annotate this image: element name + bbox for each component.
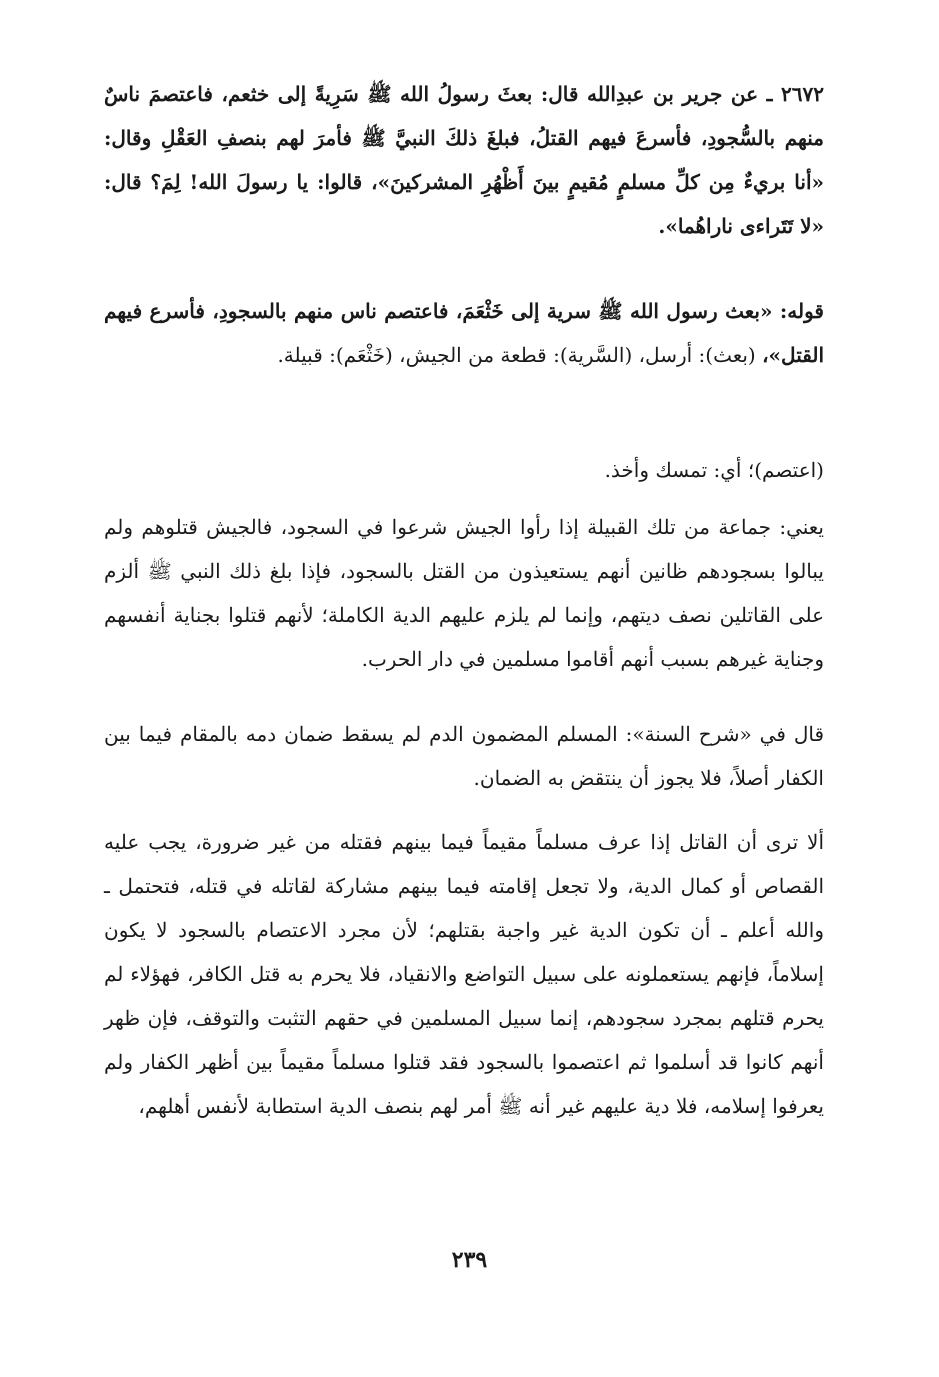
commentary-paragraph-3: يعني: جماعة من تلك القبيلة إذا رأوا الجيش شرعوا في السجود، فالجيش قتلوهم ولم يبالوا بسجودهم ظانين أنهم يستعيذون من القتل بالسجود، فإذا بلغ ذلك النبي ﷺ ألزم على القاتلين نصف ديتهم، وإنما لم يلزم عليهم الدية الكاملة؛ لأنهم قتلوا بجناية أنفسهم وجناية غيرهم بسبب أنهم أقاموا مسلمين في دار الحرب. xyxy=(104,515,824,671)
hadith-text: ٢٦٧٢ ـ عن جرير بن عبدِالله قال: بعثَ رسولُ الله ﷺ سَرِيةً إلى خثعم، فاعتصمَ ناسٌ منهم بالسُّجودِ، فأسرعَ فيهم القتلُ، فبلغَ ذلكَ النبيَّ ﷺ فأمرَ لهم بنصفِ العَقْلِ وقال: «أنا بريءٌ مِن كلِّ مسلمٍ مُقيمٍ بينَ أَظْهُرِ المشركينَ»، قالوا: يا رسولَ الله! لِمَ؟ قال: «لا تَتَراءى ناراهُما». xyxy=(104,82,824,238)
quoted-hadith-excerpt: قوله: «بعث رسول الله ﷺ سرية إلى خَثْعَمَ، فاعتصم ناس منهم بالسجودِ، فأسرع فيهم القتل»، xyxy=(104,299,824,367)
commentary-paragraph-5: ألا ترى أن القاتل إذا عرف مسلماً مقيماً فيما بينهم فقتله من غير ضرورة، يجب عليه القصاص أو كمال الدية، ولا تجعل إقامته فيما بينهم مشاركة لقاتله في قتله، فتحتمل ـ والله أعلم ـ أن تكون الدية غير واجبة بقتلهم؛ لأن مجرد الاعتصام بالسجود لا يكون إسلاماً، فإنهم يستعملونه على سبيل التواضع والانقياد، فلا يحرم به قتل الكافر، فهؤلاء لم يحرم قتلهم بمجرد سجودهم، إنما سبيل المسلمين في حقهم التثبت والتوقف، فإن ظهر أنهم كانوا قد أسلموا ثم اعتصموا بالسجود فقد قتلوا مسلماً مقيماً بين أظهر الكفار ولم يعرفوا إسلامه، فلا دية عليهم غير أنه ﷺ أمر لهم بنصف الدية استطابة لأنفس أهلهم، xyxy=(104,830,824,1118)
page-number: ٢٣٩ xyxy=(451,1247,488,1273)
commentary-paragraph-4: قال في «شرح السنة»: المسلم المضمون الدم لم يسقط ضمان دمه بالمقام فيما بين الكفار أصلاً، فلا يجوز أن ينتقض به الضمان. xyxy=(104,722,824,790)
word-definitions: (بعث): أرسل، (السَّرية): قطعة من الجيش، (خَثْعَم): قبيلة. xyxy=(277,343,763,367)
commentary-paragraph-2: (اعتصم)؛ أي: تمسك وأخذ. xyxy=(604,458,824,482)
commentary-paragraph-1 xyxy=(104,289,824,377)
